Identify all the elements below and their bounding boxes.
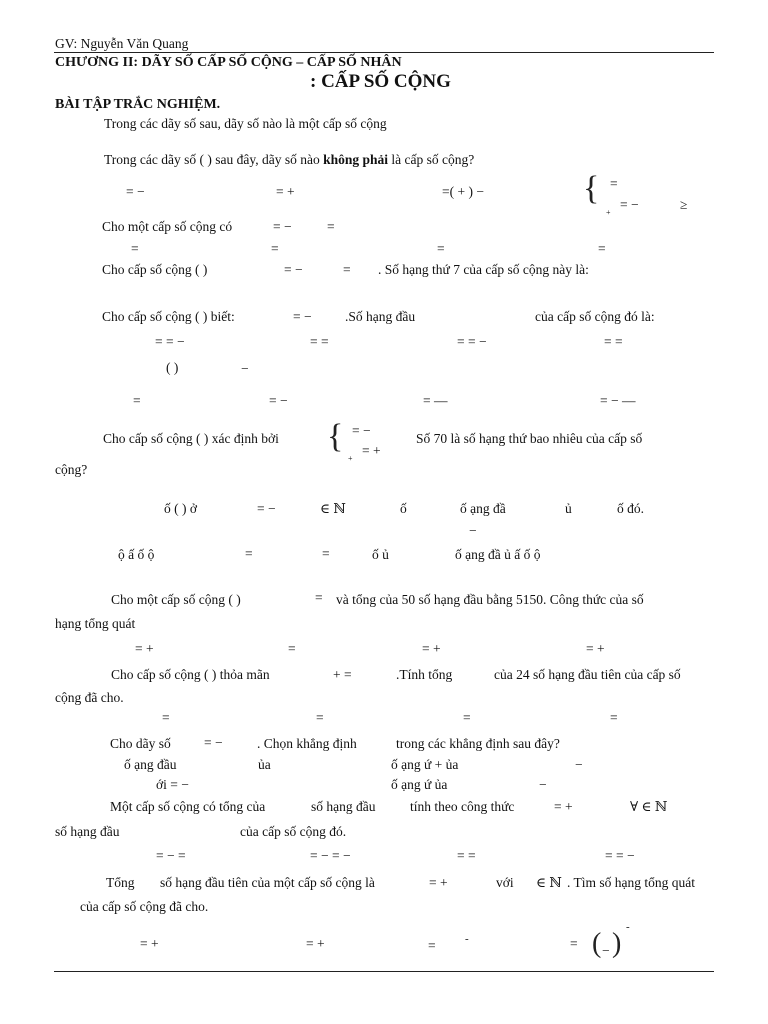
answer-option: ới = − (156, 777, 189, 792)
question-text: số hạng đầu (55, 824, 120, 839)
answer-option: ố ạng ứ ủa (391, 777, 448, 792)
answer-option: = (428, 938, 436, 953)
question-text: Cho cấp số cộng ( ) xác định bởi (103, 431, 279, 446)
brace-symbol: { (583, 170, 600, 207)
question-text: trong các khẳng định sau đây? (396, 736, 560, 751)
question-text: của cấp số cộng đã cho. (80, 899, 209, 914)
answer-option: = (288, 641, 296, 656)
question-text: . Tìm số hạng tổng quát (567, 875, 695, 890)
brace-symbol: { (327, 418, 344, 455)
section-heading: BÀI TẬP TRẮC NGHIỆM. (55, 97, 221, 112)
formula-fragment: + = (333, 667, 352, 682)
answer-option: = = − (155, 334, 185, 349)
answer-option: =( + ) − (442, 184, 484, 199)
answer-option: = (598, 241, 606, 256)
formula-fragment: − (602, 943, 610, 958)
question-text-part: Trong các dãy số ( ) sau đây, dãy số nào (104, 152, 320, 167)
answer-option-part: ≥ (680, 197, 688, 212)
answer-option: = (610, 710, 618, 725)
text-fragment: ủ (565, 501, 572, 516)
header-rule (54, 52, 714, 53)
answer-option: = = − (605, 848, 635, 863)
question-text: hạng tổng quát (55, 616, 136, 631)
formula-fragment: ∀ ∈ ℕ (630, 799, 668, 814)
answer-option: = − — (600, 393, 636, 408)
formula-fragment: = − (352, 423, 371, 438)
subscript-mark: + (348, 454, 353, 463)
formula-fragment: ố ( ) ở (164, 501, 198, 516)
author-line: GV: Nguyễn Văn Quang (55, 36, 189, 51)
answer-option-part: − (539, 777, 547, 792)
question-text: .Tính tổng (396, 667, 453, 682)
paren-symbol: ( (592, 928, 602, 959)
formula-fragment: = − (257, 501, 276, 516)
formula-fragment: = (343, 262, 351, 277)
answer-option: = + (140, 936, 159, 951)
question-text: của cấp số cộng đó. (240, 824, 347, 839)
exponent-mark: - (626, 921, 630, 933)
answer-option: = = (604, 334, 623, 349)
answer-option-part: = − (620, 197, 639, 212)
chapter-heading: CHƯƠNG II: DÃY SỐ CẤP SỐ CỘNG – CẤP SỐ NHÂN (55, 55, 402, 70)
answer-option: ố ạng ứ + ủa (391, 757, 459, 772)
formula-fragment: ∈ ℕ (320, 501, 346, 516)
formula-fragment: = + (554, 799, 573, 814)
answer-option: = = (457, 848, 476, 863)
answer-option: = = − (457, 334, 487, 349)
exponent-mark: - (465, 933, 469, 945)
question-text (104, 152, 474, 168)
formula-fragment: = + (429, 875, 448, 890)
page-title: : CẤP SỐ CỘNG (310, 71, 451, 92)
answer-option-part: = (610, 176, 618, 191)
question-text: Trong các dãy số sau, dãy số nào là một cấp số cộng (104, 116, 387, 131)
answer-option: = (463, 710, 471, 725)
question-text: Một cấp số cộng có tổng của (110, 799, 266, 814)
answer-option: = (271, 241, 279, 256)
question-text: của cấp số cộng đó là: (535, 309, 655, 324)
question-text: Cho một cấp số cộng có (102, 219, 233, 234)
formula-fragment: = + (362, 443, 381, 458)
formula-fragment: − (241, 361, 249, 376)
formula-fragment: = − (284, 262, 303, 277)
question-text: tính theo công thức (410, 799, 515, 814)
text-fragment: ố đó. (617, 501, 644, 516)
paren-symbol: ) (612, 928, 622, 959)
formula-fragment: = (245, 546, 253, 561)
question-text: Tổng (106, 875, 135, 890)
text-fragment: ố ạng đầ (460, 501, 506, 516)
question-text: của 24 số hạng đầu tiên của cấp số (494, 667, 681, 682)
question-text: Cho dãy số (110, 736, 171, 751)
question-text: .Số hạng đầu (345, 309, 416, 324)
answer-option: = − (269, 393, 288, 408)
question-text: Cho cấp số cộng ( ) biết: (102, 309, 235, 324)
answer-option: = (570, 936, 578, 951)
question-text-part: là cấp số cộng? (391, 152, 475, 167)
text-fragment: ố ủ (372, 547, 389, 562)
text-fragment: ố (400, 501, 407, 516)
formula-fragment: ( ) (166, 360, 179, 375)
footer-rule (54, 971, 714, 972)
formula-fragment: ∈ ℕ (536, 875, 562, 890)
formula-fragment: = − (204, 735, 223, 750)
question-text: Cho cấp số cộng ( ) thỏa mãn (111, 667, 270, 682)
question-text: Cho cấp số cộng ( ) (102, 262, 208, 277)
question-text: Số 70 là số hạng thứ bao nhiêu của cấp số (416, 431, 643, 446)
answer-option: = (131, 241, 139, 256)
formula-fragment: = (315, 590, 323, 605)
answer-option: = — (423, 393, 448, 408)
question-text: . Số hạng thứ 7 của cấp số cộng này là: (378, 262, 589, 277)
question-text: cộng? (55, 462, 88, 477)
answer-option: = + (586, 641, 605, 656)
answer-option: = + (306, 936, 325, 951)
answer-option: = + (135, 641, 154, 656)
question-text: số hạng đầu tiên của một cấp số cộng là (160, 875, 375, 890)
answer-option: = (316, 710, 324, 725)
formula-fragment: = (322, 546, 330, 561)
answer-option: = + (422, 641, 441, 656)
formula-fragment: = (327, 219, 335, 234)
emphasis-text: không phải (323, 152, 389, 167)
answer-option: = − = − (310, 848, 351, 863)
question-text: và tổng của 50 số hạng đầu bằng 5150. Công thức của số (336, 592, 644, 607)
question-text: . Chọn khẳng định (257, 736, 357, 751)
answer-option: = − = (156, 848, 186, 863)
answer-option: = (133, 393, 141, 408)
answer-option: = (162, 710, 170, 725)
question-text: Cho một cấp số cộng ( ) (111, 592, 241, 607)
formula-fragment: − (469, 523, 477, 538)
answer-option: = + (276, 184, 295, 199)
formula-fragment: = − (293, 309, 312, 324)
answer-option: ố ạng đầu (124, 757, 177, 772)
answer-option: = = (310, 334, 329, 349)
answer-option-part: − (575, 757, 583, 772)
question-text: với (496, 875, 514, 890)
answer-option: = (437, 241, 445, 256)
question-text: cộng đã cho. (55, 690, 124, 705)
subscript-mark: + (606, 208, 611, 217)
answer-option: = − (126, 184, 145, 199)
formula-fragment: = − (273, 219, 292, 234)
question-text: số hạng đầu (311, 799, 376, 814)
text-fragment: ộ ấ ố ộ (118, 547, 155, 562)
answer-option-part: ủa (258, 757, 271, 772)
text-fragment: ố ạng đầ ủ ấ ố ộ (455, 547, 541, 562)
